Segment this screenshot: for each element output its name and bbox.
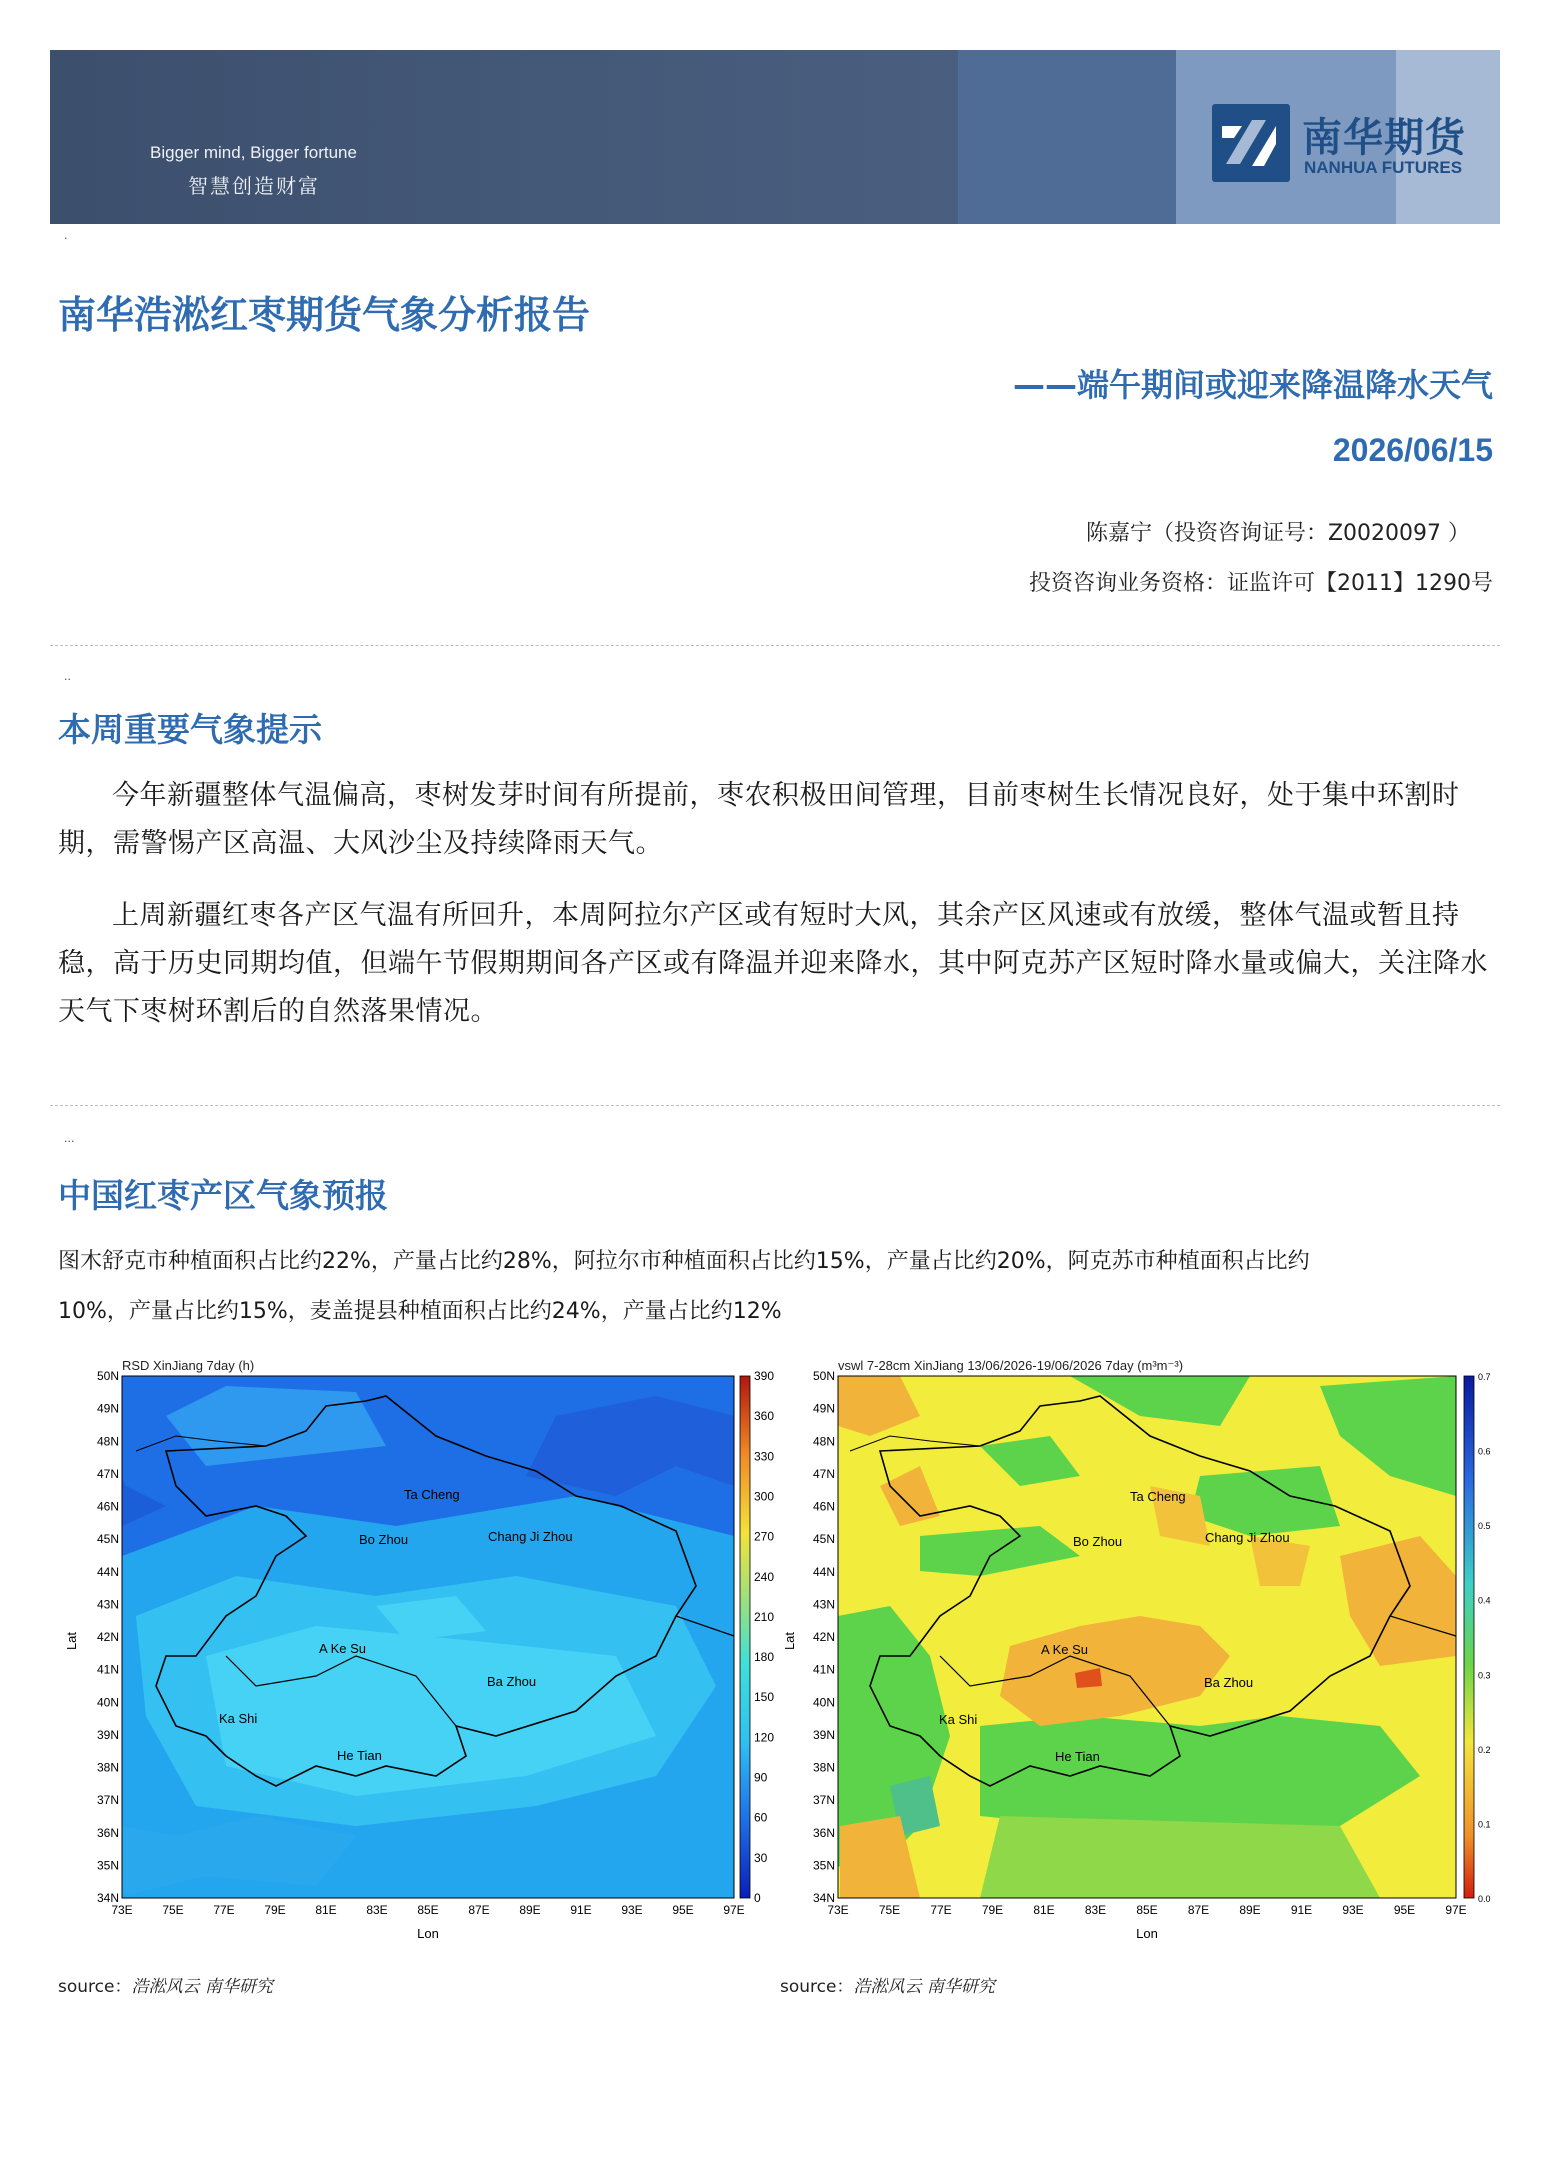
lon-tick-label: 95E	[672, 1903, 694, 1917]
lat-tick-label: 37N	[812, 1793, 835, 1808]
lon-tick-label: 83E	[366, 1903, 388, 1917]
lat-tick-label: 46N	[812, 1499, 835, 1514]
lat-tick-label: 41N	[812, 1662, 835, 1677]
lon-tick-label: 73E	[111, 1903, 133, 1917]
lon-tick-label: 79E	[264, 1903, 286, 1917]
x-axis-label: Lon	[417, 1926, 439, 1941]
lat-tick-label: 38N	[812, 1760, 835, 1775]
lon-tick-label: 97E	[1445, 1903, 1467, 1917]
place-label: Ta Cheng	[404, 1487, 460, 1502]
x-axis-label: Lon	[1136, 1926, 1158, 1941]
lon-tick-label: 85E	[1136, 1903, 1158, 1917]
lon-tick-label: 75E	[162, 1903, 184, 1917]
lon-tick-label: 77E	[213, 1903, 235, 1917]
lat-tick-label: 50N	[812, 1369, 835, 1383]
colorbar-tick-label: 240	[754, 1569, 775, 1584]
lon-tick-label: 91E	[570, 1903, 592, 1917]
lat-tick-label: 49N	[96, 1401, 119, 1416]
colorbar-tick-label: 0.5	[1478, 1521, 1491, 1532]
lon-tick-label: 81E	[315, 1903, 337, 1917]
banner-dark-panel	[50, 50, 958, 224]
lat-tick-label: 47N	[812, 1466, 835, 1481]
lat-tick-label: 34N	[812, 1891, 835, 1905]
colorbar-tick-label: 90	[754, 1770, 768, 1785]
report-title: 南华浩淞红枣期货气象分析报告	[58, 293, 591, 337]
paragraph-2: 上周新疆红枣各产区气温有所回升，本周阿拉尔产区或有短时大风，其余产区风速或有放缓，整体气温或暂且持稳，高于历史同期均值，但端午节假期期间各产区或有降温并迎来降水，其中阿克苏产区短时降水量或偏大，关注降水天气下枣树环割后的自然落果情况。	[58, 900, 1488, 1027]
lon-tick-label: 87E	[468, 1903, 490, 1917]
place-label: A Ke Su	[319, 1641, 366, 1656]
lat-tick-label: 48N	[812, 1434, 835, 1449]
lat-tick-label: 42N	[812, 1630, 835, 1644]
source-note-right	[780, 1972, 995, 1997]
banner-mid-panel	[958, 50, 1176, 224]
place-label: Chang Ji Zhou	[1205, 1530, 1290, 1545]
colorbar-tick-label: 150	[754, 1690, 775, 1705]
lat-tick-label: 45N	[812, 1532, 835, 1547]
lon-tick-label: 87E	[1187, 1903, 1210, 1917]
lat-tick-label: 36N	[96, 1825, 119, 1840]
source-label: source：	[780, 1977, 854, 1997]
lat-tick-label: 46N	[96, 1499, 119, 1514]
lat-tick-label: 41N	[96, 1662, 119, 1677]
lon-tick-label: 73E	[827, 1903, 849, 1917]
lon-tick-label: 75E	[878, 1903, 901, 1917]
lat-tick-label: 43N	[812, 1597, 835, 1612]
nanhua-logo	[1212, 104, 1484, 184]
colorbar-tick-label: 0.4	[1478, 1595, 1491, 1606]
colorbar-tick-label: 210	[754, 1609, 775, 1624]
lat-tick-label: 35N	[96, 1858, 119, 1873]
lon-tick-label: 77E	[930, 1903, 952, 1917]
colorbar-tick-label: 0.0	[1478, 1894, 1491, 1904]
colorbar	[1464, 1376, 1474, 1898]
lat-tick-label: 38N	[96, 1760, 119, 1775]
report-subtitle: ——端午期间或迎来降温降水天气	[1012, 366, 1493, 404]
lat-tick-label: 36N	[812, 1825, 835, 1840]
lon-tick-label: 89E	[519, 1903, 541, 1917]
place-label: Bo Zhou	[1073, 1534, 1123, 1549]
lat-tick-label: 34N	[96, 1891, 119, 1905]
sunshine-duration-map	[56, 1356, 776, 1956]
colorbar-tick-label: 0.1	[1478, 1819, 1491, 1830]
lat-tick-label: 45N	[96, 1532, 119, 1547]
marker-dots: ...	[64, 1132, 75, 1145]
forecast-description-line1: 图木舒克市种植面积占比约22%，产量占比约28%，阿拉尔市种植面积占比约15%，产量占比约20%，阿克苏市种植面积占比约	[58, 1249, 1310, 1274]
lon-tick-label: 89E	[1239, 1903, 1261, 1917]
divider	[50, 1105, 1500, 1106]
colorbar-tick-label: 0.2	[1478, 1744, 1491, 1755]
colorbar-tick-label: 300	[754, 1489, 775, 1504]
source-note-left	[58, 1972, 273, 1997]
lat-tick-label: 49N	[812, 1401, 835, 1416]
colorbar-tick-label: 360	[754, 1409, 775, 1424]
place-label: Ta Cheng	[1130, 1489, 1186, 1504]
place-label: He Tian	[337, 1748, 382, 1763]
map-title: vswl 7-28cm XinJiang 13/06/2026-19/06/2026 7day (m³m⁻³)	[838, 1358, 1184, 1373]
section-title-forecast: 中国红枣产区气象预报	[58, 1176, 388, 1215]
lat-tick-label: 39N	[96, 1727, 119, 1742]
place-label: Ka Shi	[219, 1711, 258, 1726]
logo-text-cn: 南华期货	[1302, 115, 1466, 161]
lat-tick-label: 40N	[812, 1695, 835, 1710]
place-label: Chang Ji Zhou	[488, 1529, 573, 1544]
colorbar-tick-label: 270	[754, 1529, 775, 1544]
report-license: 投资咨询业务资格：证监许可【2011】1290号	[1029, 571, 1493, 596]
colorbar-tick-label: 120	[754, 1730, 775, 1745]
lat-tick-label: 43N	[96, 1597, 119, 1612]
colorbar	[740, 1376, 750, 1898]
lat-tick-label: 44N	[812, 1564, 835, 1579]
colorbar-tick-label: 0.7	[1478, 1372, 1491, 1382]
colorbar-tick-label: 30	[754, 1850, 768, 1865]
lat-tick-label: 47N	[96, 1466, 119, 1481]
y-axis-label: Lat	[64, 1631, 79, 1651]
place-label: Ba Zhou	[487, 1674, 537, 1689]
place-label: A Ke Su	[1041, 1642, 1088, 1657]
tagline-english: Bigger mind, Bigger fortune	[150, 143, 357, 162]
lon-tick-label: 81E	[1033, 1903, 1055, 1917]
source-label: source：	[58, 1977, 132, 1997]
lat-tick-label: 44N	[96, 1564, 119, 1579]
lon-tick-label: 91E	[1290, 1903, 1313, 1917]
soil-moisture-map	[780, 1356, 1500, 1956]
lat-tick-label: 50N	[96, 1369, 119, 1383]
logo-text-en: NANHUA FUTURES	[1304, 158, 1463, 177]
place-label: He Tian	[1055, 1749, 1100, 1764]
colorbar-tick-label: 60	[754, 1810, 768, 1825]
colorbar-tick-label: 180	[754, 1650, 775, 1665]
source-name: 浩淞风云 南华研究	[853, 1977, 995, 1997]
lat-tick-label: 35N	[812, 1858, 835, 1873]
lon-tick-label: 97E	[723, 1903, 745, 1917]
colorbar-tick-label: 330	[754, 1449, 775, 1464]
y-axis-label: Lat	[782, 1631, 797, 1651]
lon-tick-label: 85E	[417, 1903, 439, 1917]
lon-tick-label: 93E	[621, 1903, 643, 1917]
lon-tick-label: 95E	[1393, 1903, 1416, 1917]
lon-tick-label: 83E	[1084, 1903, 1107, 1917]
marker-dot: ·	[64, 232, 68, 245]
paragraph-1: 今年新疆整体气温偏高，枣树发芽时间有所提前，枣农积极田间管理，目前枣树生长情况良好，处于集中环割时期，需警惕产区高温、大风沙尘及持续降雨天气。	[58, 780, 1460, 859]
colorbar-tick-label: 390	[754, 1369, 775, 1383]
map-title: RSD XinJiang 7day (h)	[122, 1358, 255, 1373]
tagline-chinese: 智慧创造财富	[188, 174, 320, 198]
colorbar-tick-label: 0.3	[1478, 1670, 1491, 1681]
colorbar-tick-label: 0	[754, 1891, 761, 1905]
lon-tick-label: 79E	[981, 1903, 1004, 1917]
source-name: 浩淞风云 南华研究	[131, 1977, 273, 1997]
divider	[50, 645, 1500, 646]
section-title-weekly-alert: 本周重要气象提示	[58, 710, 322, 749]
lat-tick-label: 39N	[812, 1727, 835, 1742]
lon-tick-label: 93E	[1342, 1903, 1364, 1917]
header-banner	[50, 50, 1500, 224]
nanhua-logo-icon	[1212, 104, 1290, 182]
colorbar-tick-label: 0.6	[1478, 1446, 1491, 1457]
lat-tick-label: 37N	[96, 1793, 119, 1808]
place-label: Ba Zhou	[1204, 1675, 1254, 1690]
forecast-description-line2: 10%，产量占比约15%，麦盖提县种植面积占比约24%，产量占比约12%	[58, 1299, 782, 1324]
lat-tick-label: 48N	[96, 1434, 119, 1449]
report-date: 2026/06/15	[1332, 432, 1493, 468]
lat-tick-label: 42N	[96, 1630, 119, 1644]
place-label: Bo Zhou	[359, 1532, 409, 1547]
lat-tick-label: 40N	[96, 1695, 119, 1710]
marker-dots: ..	[64, 670, 71, 683]
report-author: 陈嘉宁（投资咨询证号：Z0020097 ）	[1085, 521, 1470, 546]
place-label: Ka Shi	[939, 1712, 978, 1727]
